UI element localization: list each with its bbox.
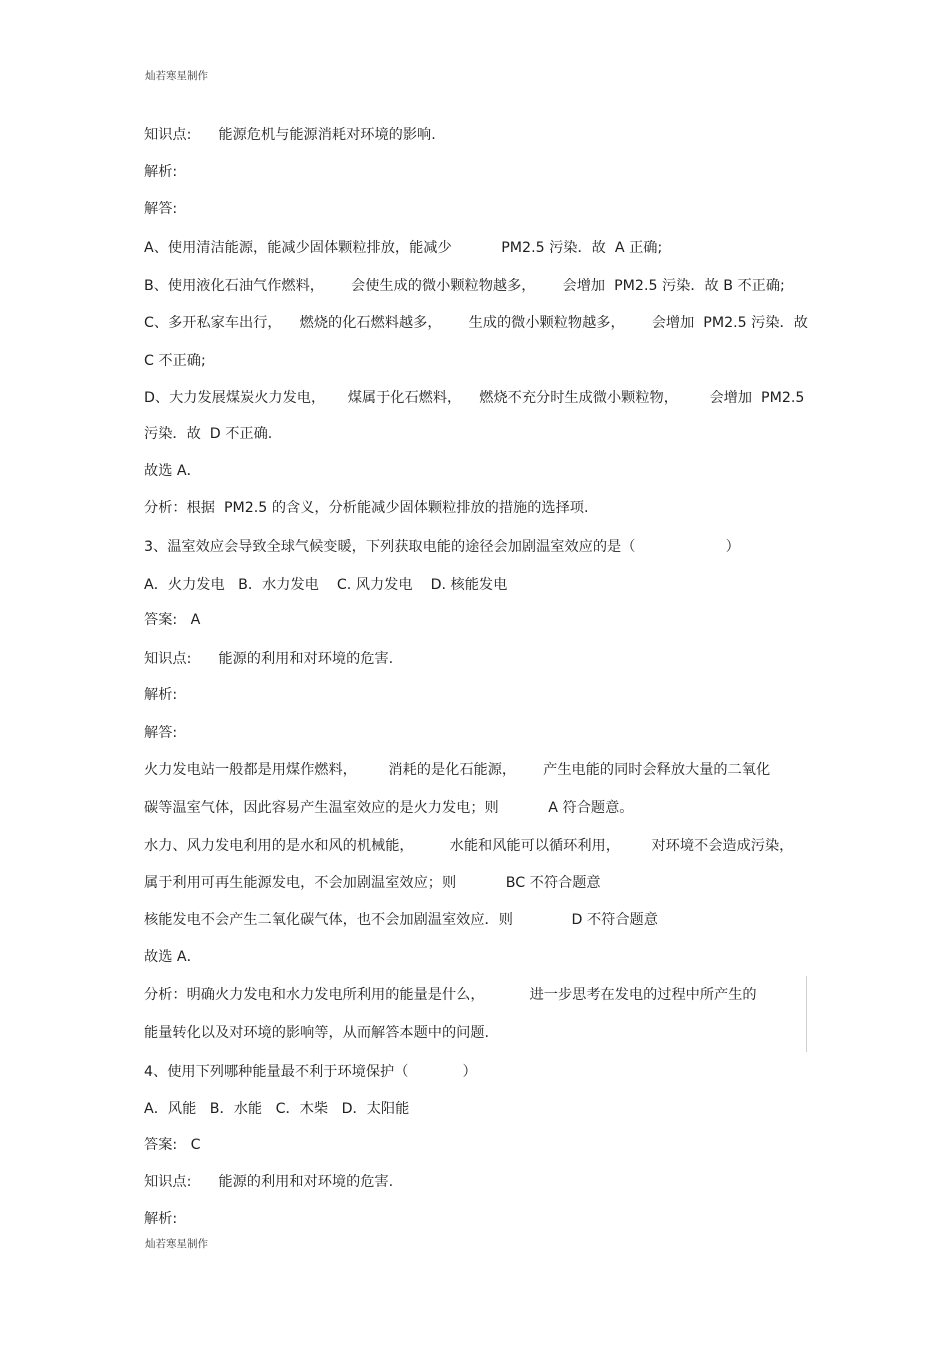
question-3-explanation-1: 火力发电站一般都是用煤作燃料， 消耗的是化石能源， 产生电能的同时会释放大量的二氧化 bbox=[144, 762, 771, 778]
option-d-explanation: D、大力发展煤炭火力发电， 煤属于化石燃料， 燃烧不充分时生成微小颗粒物， 会增加 PM2.5 bbox=[144, 390, 805, 406]
analysis-summary: 分析：根据 PM2.5 的含义，分析能减少固体颗粒排放的措施的选择项. bbox=[144, 500, 589, 516]
option-b-explanation: B、使用液化石油气作燃料， 会使生成的微小颗粒物越多， 会增加 PM2.5 污染．故 B 不正确; bbox=[144, 278, 785, 294]
question-4-options: A．风能 B．水能 C．木柴 D．太阳能 bbox=[144, 1101, 410, 1117]
question-4-stem: 4、使用下列哪种能量最不利于环境保护（ ） bbox=[144, 1064, 477, 1080]
option-a-explanation: A、使用清洁能源，能减少固体颗粒排放，能减少 PM2.5 污染．故 A 正确; bbox=[144, 240, 663, 256]
option-d-explanation-cont: 污染．故 D 不正确. bbox=[144, 426, 273, 442]
page-header: 灿若寒星制作 bbox=[145, 70, 208, 82]
chosen-answer: 故选 A． bbox=[144, 463, 201, 479]
question-3-analysis-1: 分析：明确火力发电和水力发电所利用的能量是什么， 进一步思考在发电的过程中所产生的 bbox=[144, 987, 757, 1003]
question-3-explanation-3: 水力、风力发电利用的是水和风的机械能， 水能和风能可以循环利用， 对环境不会造成污染， bbox=[144, 838, 794, 854]
answer-label: 解答: bbox=[144, 201, 178, 217]
question-3-knowledge-point: 知识点: 能源的利用和对环境的危害. bbox=[144, 651, 394, 667]
page-footer: 灿若寒星制作 bbox=[145, 1238, 208, 1250]
question-4-analysis-label: 解析: bbox=[144, 1211, 178, 1227]
question-3-answer: 答案: A bbox=[144, 612, 201, 628]
question-3-chosen-answer: 故选 A． bbox=[144, 949, 201, 965]
option-c-explanation-cont: C 不正确; bbox=[144, 353, 206, 369]
option-c-explanation: C、多开私家车出行， 燃烧的化石燃料越多， 生成的微小颗粒物越多， 会增加 PM2.5 污染．故 bbox=[144, 315, 808, 331]
analysis-label: 解析: bbox=[144, 164, 178, 180]
margin-rule bbox=[806, 976, 807, 1052]
question-4-answer: 答案: C bbox=[144, 1137, 201, 1153]
question-4-knowledge-point: 知识点: 能源的利用和对环境的危害. bbox=[144, 1174, 394, 1190]
question-3-explanation-2: 碳等温室气体，因此容易产生温室效应的是火力发电；则 A 符合题意。 bbox=[144, 800, 634, 816]
question-3-options: A．火力发电 B．水力发电 C. 风力发电 D. 核能发电 bbox=[144, 577, 508, 593]
question-3-explanation-5: 核能发电不会产生二氧化碳气体，也不会加剧温室效应．则 D 不符合题意 bbox=[144, 912, 658, 928]
question-3-analysis-label: 解析: bbox=[144, 687, 178, 703]
question-3-answer-label: 解答: bbox=[144, 725, 178, 741]
question-3-explanation-4: 属于利用可再生能源发电，不会加剧温室效应；则 BC 不符合题意 bbox=[144, 875, 601, 891]
question-3-stem: 3、温室效应会导致全球气候变暖，下列获取电能的途径会加剧温室效应的是（ ） bbox=[144, 539, 740, 555]
question-3-analysis-2: 能量转化以及对环境的影响等，从而解答本题中的问题. bbox=[144, 1025, 490, 1041]
knowledge-point-line: 知识点: 能源危机与能源消耗对环境的影响. bbox=[144, 127, 436, 143]
